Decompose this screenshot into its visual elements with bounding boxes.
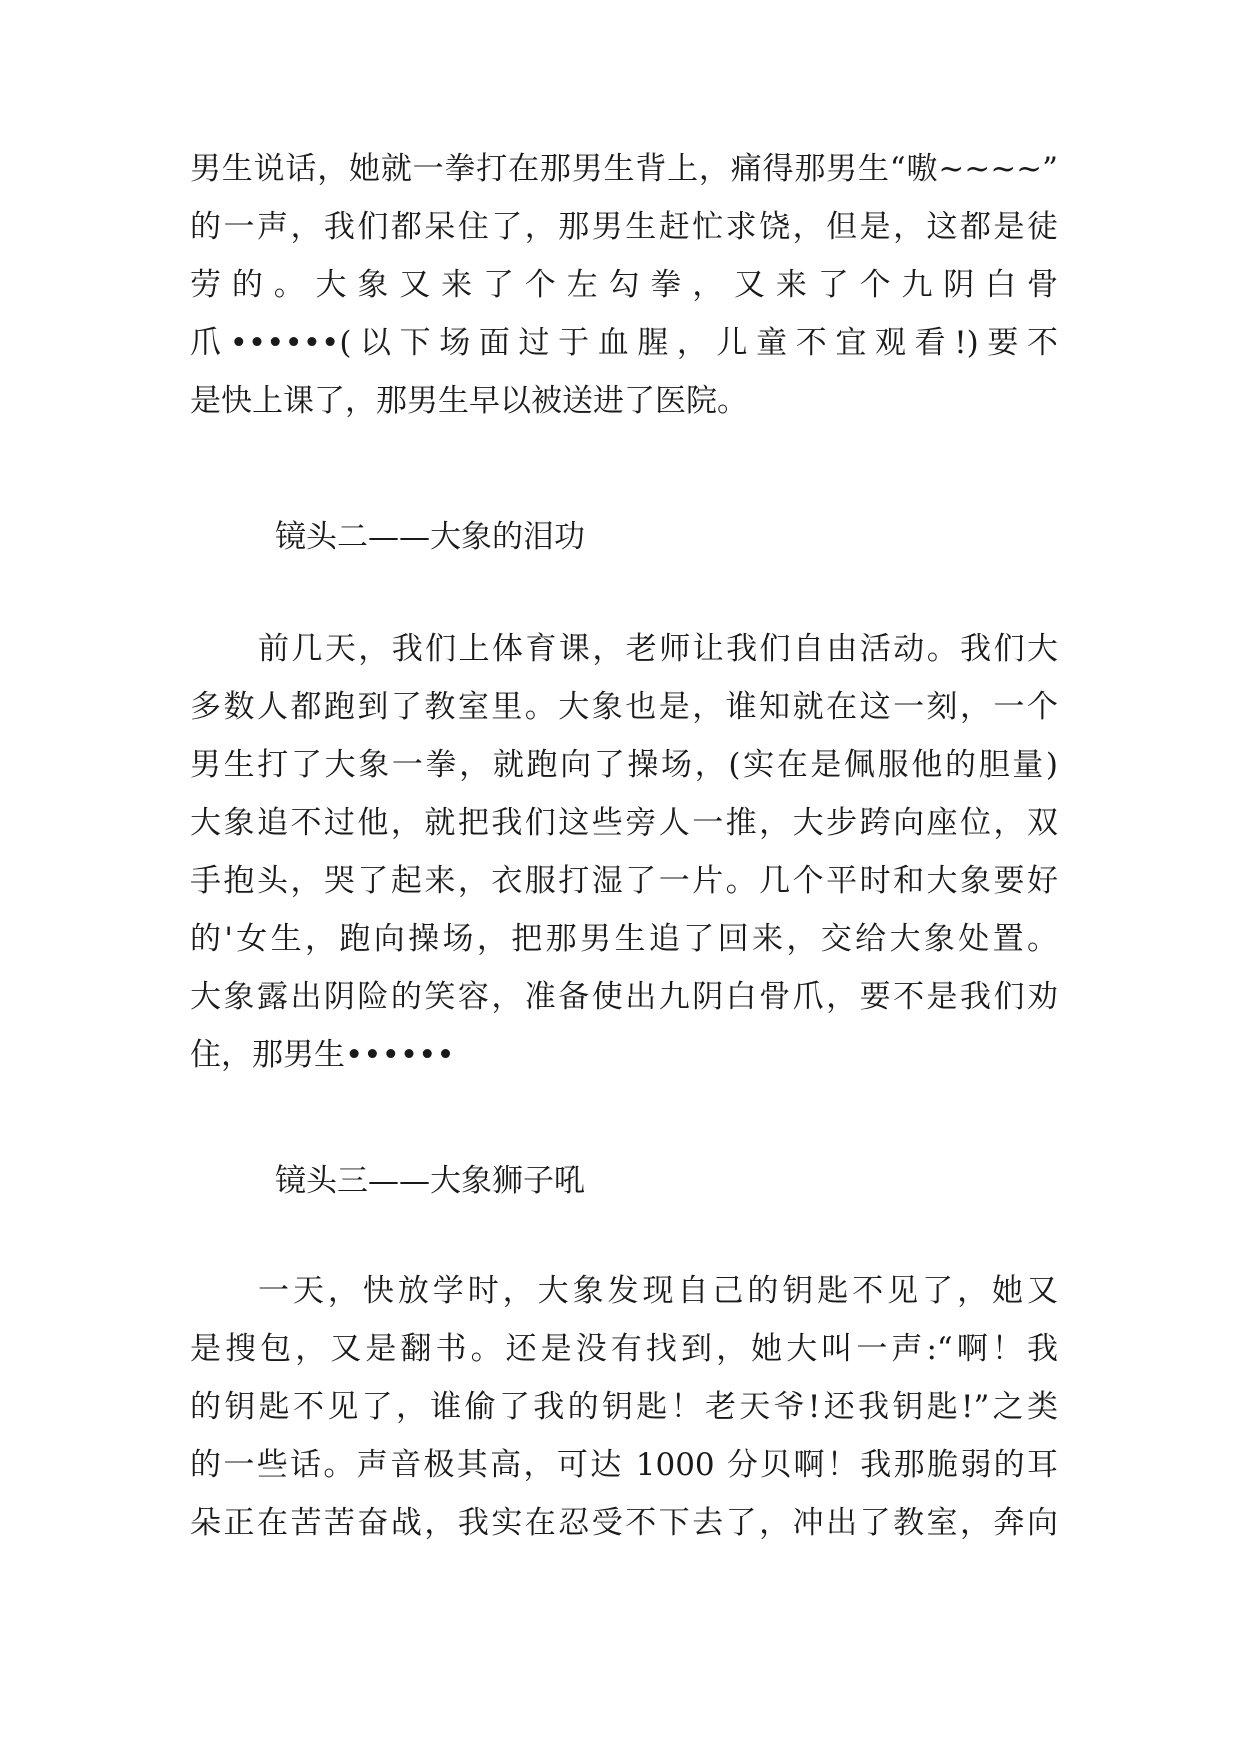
section-heading-3: 镜头三——大象狮子吼 <box>275 1163 585 1199</box>
section-heading-2: 镜头二——大象的泪功 <box>275 519 585 555</box>
paragraph-3-line-3: 的钥匙不见了，谁偷了我的钥匙！老天爷!还我钥匙!”之类 <box>190 1389 1058 1425</box>
paragraph-2-line-7: 大象露出阴险的笑容，准备使出九阴白骨爪，要不是我们劝 <box>190 979 1058 1015</box>
paragraph-3-line-1: 一天，快放学时，大象发现自己的钥匙不见了，她又 <box>258 1273 1058 1309</box>
paragraph-1 <box>190 140 1058 430</box>
paragraph-2-line-2: 多数人都跑到了教室里。大象也是，谁知就在这一刻，一个 <box>190 689 1058 725</box>
paragraph-2-line-3: 男生打了大象一拳，就跑向了操场，(实在是佩服他的胆量) <box>190 747 1058 783</box>
paragraph-2-line-4: 大象追不过他，就把我们这些旁人一推，大步跨向座位，双 <box>190 805 1058 841</box>
paragraph-1-line-2: 的一声，我们都呆住了，那男生赶忙求饶，但是，这都是徒 <box>190 209 1058 245</box>
paragraph-1-line-1: 男生说话，她就一拳打在那男生背上，痛得那男生“嗷~~~~” <box>190 151 1058 187</box>
paragraph-3-line-2: 是搜包，又是翻书。还是没有找到，她大叫一声:“啊！我 <box>190 1331 1058 1367</box>
paragraph-3-line-5: 朵正在苦苦奋战，我实在忍受不下去了，冲出了教室，奔向 <box>190 1505 1058 1541</box>
paragraph-3-line-4: 的一些话。声音极其高，可达 1000 分贝啊！我那脆弱的耳 <box>190 1447 1058 1483</box>
paragraph-1-line-4: 爪••••••(以下场面过于血腥，儿童不宜观看!)要不 <box>190 325 1058 361</box>
paragraph-3 <box>190 1262 1058 1552</box>
paragraph-2 <box>190 620 1058 1084</box>
paragraph-2-line-5: 手抱头，哭了起来，衣服打湿了一片。几个平时和大象要好 <box>190 863 1058 899</box>
paragraph-1-line-5: 是快上课了，那男生早以被送进了医院。 <box>190 383 748 419</box>
paragraph-2-line-6: 的'女生，跑向操场，把那男生追了回来，交给大象处置。 <box>190 921 1058 957</box>
paragraph-2-line-1: 前几天，我们上体育课，老师让我们自由活动。我们大 <box>258 631 1058 667</box>
paragraph-1-line-3: 劳的。大象又来了个左勾拳，又来了个九阴白骨 <box>190 267 1058 303</box>
paragraph-2-line-8: 住，那男生•••••• <box>190 1037 455 1073</box>
